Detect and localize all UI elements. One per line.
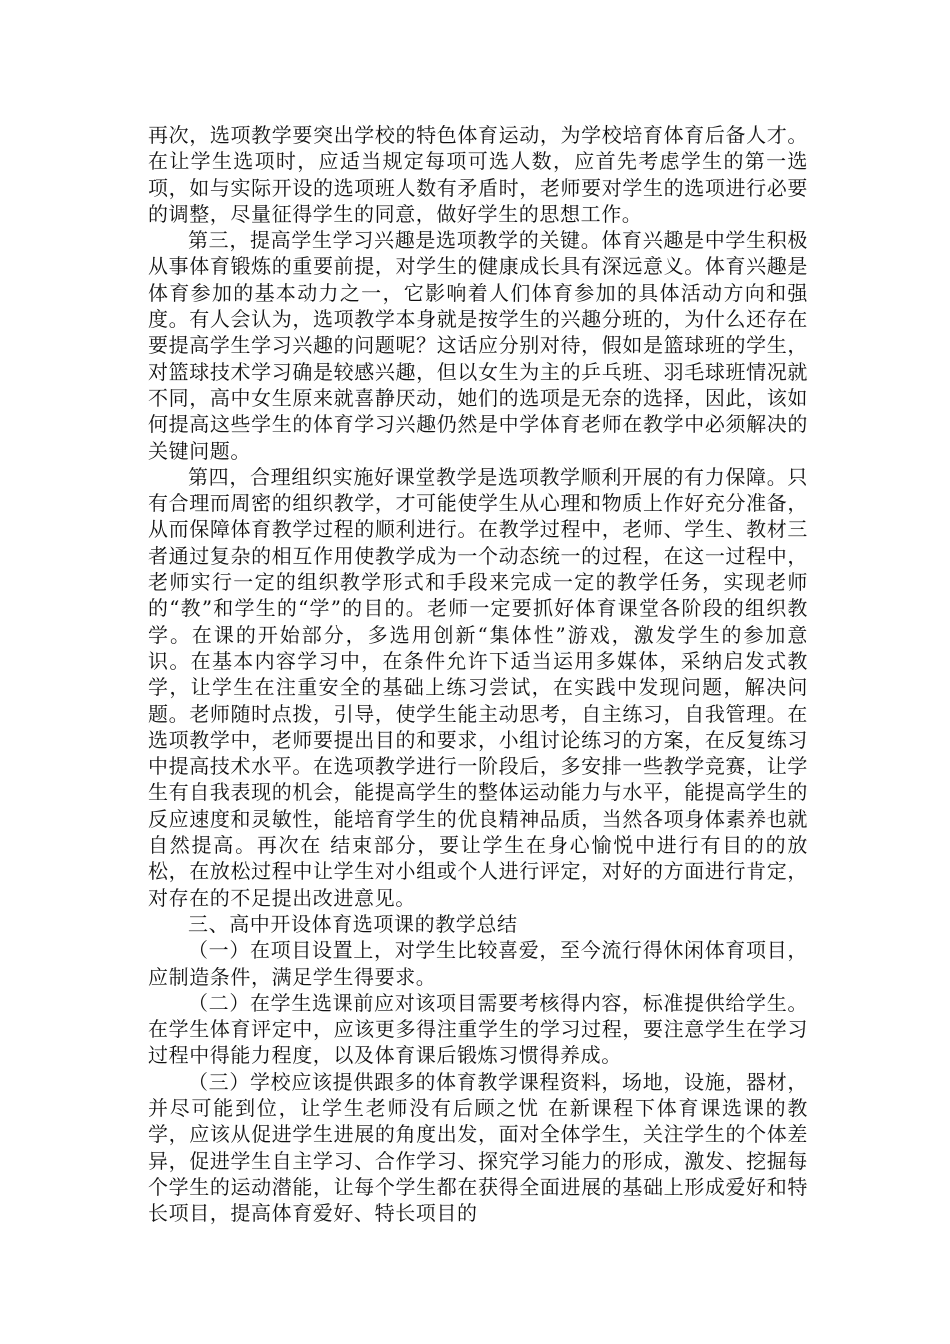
paragraph-fourth-point: 第四，合理组织实施好课堂教学是选项教学顺利开展的有力保障。只有合理而周密的组织教学，才可能使学生从心理和物质上作好充分准备，从而保障体育教学过程的顺利进行。在教学过程中，老师、学生、教材三者通过复杂的相互作用使教学成为一个动态统一的过程，在这一过程中，老师实行一定的组织教学形式和手段来完成一定的教学任务，实现老师的“教”和学生的“学”的目的。老师一定要抓好体育课堂各阶段的组织教学。在课的开始部分，多选用创新“集体性”游戏，激发学生的参加意识。在基本内容学习中，在条件允许下适当运用多媒体，采纳启发式教学，让学生在注重安全的基础上练习尝试，在实践中发现问题，解决问题。老师随时点拨，引导，使学生能主动思考，自主练习，自我管理。在选项教学中，老师要提出目的和要求，小组讨论练习的方案，在反复练习中提高技术水平。在选项教学进行一阶段后，多安排一些教学竞赛，让学生有自我表现的机会，能提高学生的整体运动能力与水平，能提高学生的反应速度和灵敏性，能培育学生的优良精神品质，当然各项身体素养也就自然提高。再次在 结束部分，要让学生在身心愉悦中进行有目的的放松，在放松过程中让学生对小组或个人进行评定，对好的方面进行肯定，对存在的不足提出改进意见。 <box>148 464 808 910</box>
paragraph-summary-item-2: （二）在学生选课前应对该项目需要考核得内容，标准提供给学生。在学生体育评定中，应该更多得注重学生的学习过程，要注意学生在学习过程中得能力程度，以及体育课后锻炼习惯得养成。 <box>148 990 808 1068</box>
paragraph-third-point: 第三，提高学生学习兴趣是选项教学的关键。体育兴趣是中学生积极从事体育锻炼的重要前提，对学生的健康成长具有深远意义。体育兴趣是体育参加的基本动力之一，它影响着人们体育参加的具体活动方向和强度。有人会认为，选项教学本身就是按学生的兴趣分班的，为什么还存在要提高学生学习兴趣的问题呢？这话应分别对待，假如是篮球班的学生，对篮球技术学习确是较感兴趣，但以女生为主的乒乓班、羽毛球班情况就不同，高中女生原来就喜静厌动，她们的选项是无奈的选择，因此，该如何提高这些学生的体育学习兴趣仍然是中学体育老师在教学中必须解决的关键问题。 <box>148 228 808 463</box>
paragraph-summary-item-1: （一）在项目设置上，对学生比较喜爱，至今流行得休闲体育项目，应制造条件，满足学生得要求。 <box>148 938 808 989</box>
paragraph-summary-item-3: （三）学校应该提供跟多的体育教学课程资料，场地，设施，器材，并尽可能到位，让学生老师没有后顾之忧 在新课程下体育课选课的教学，应该从促进学生进展的角度出发，面对全体学生，关注学生的个体差异，促进学生自主学习、合作学习、探究学习能力的形成，激发、挖掘每个学生的运动潜能，让每个学生都在获得全面进展的基础上形成爱好和特长项目，提高体育爱好、特长项目的 <box>148 1069 808 1226</box>
paragraph-continuation: 再次，选项教学要突出学校的特色体育运动，为学校培育体育后备人才。在让学生选项时，应适当规定每项可选人数，应首先考虑学生的第一选项，如与实际开设的选项班人数有矛盾时，老师要对学生的选项进行必要的调整，尽量征得学生的同意，做好学生的思想工作。 <box>148 123 808 226</box>
body-text <box>148 122 808 1226</box>
section-heading-summary: 三、高中开设体育选项课的教学总结 <box>188 911 518 936</box>
